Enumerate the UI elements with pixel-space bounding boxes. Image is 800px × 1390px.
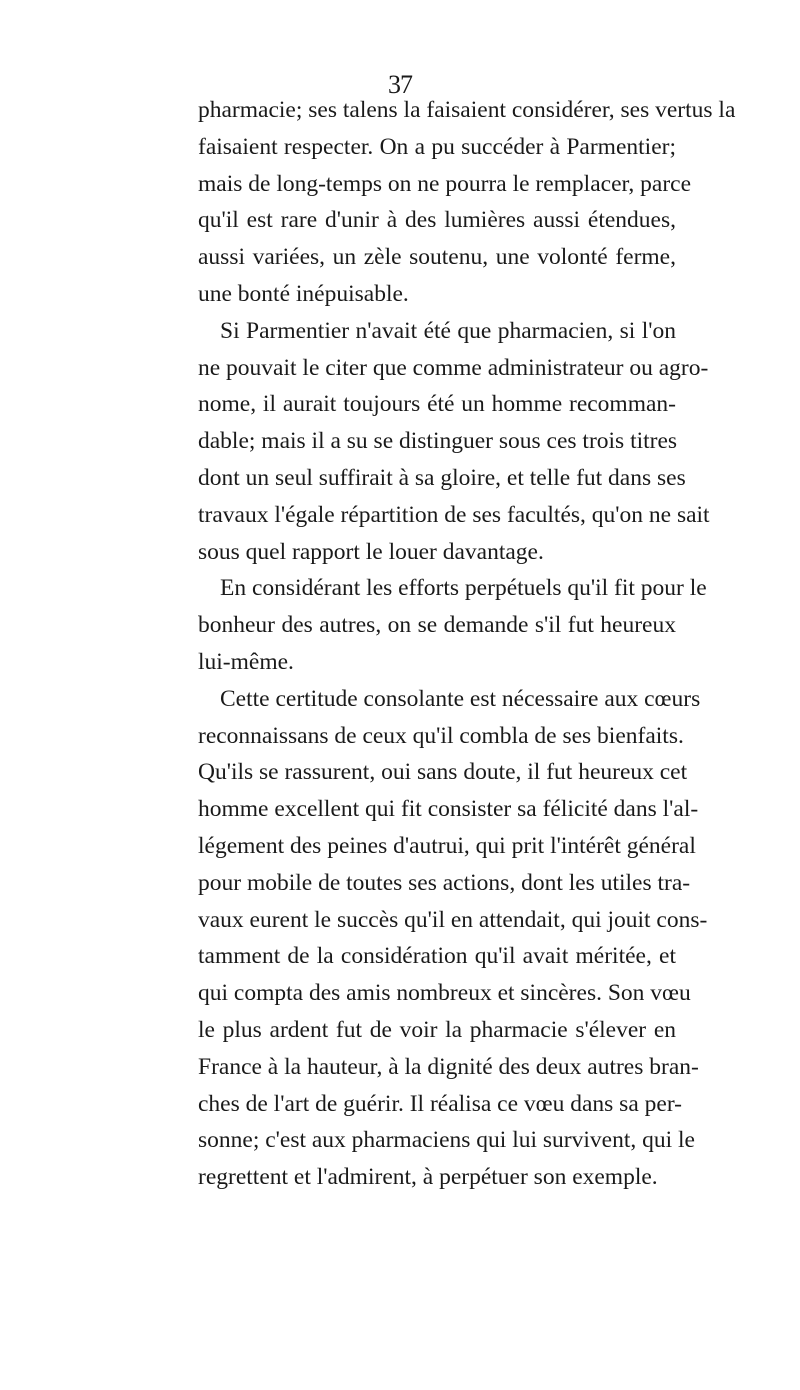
text-line: le plus ardent fut de voir la pharmacie s'élever en bbox=[198, 1016, 676, 1043]
text-line: reconnaissans de ceux qu'il combla de ses bienfaits. bbox=[198, 722, 684, 749]
text-line: Qu'ils se rassurent, oui sans doute, il fut heureux cet bbox=[198, 759, 688, 786]
text-line: dable; mais il a su se distinguer sous ces trois titres bbox=[198, 428, 678, 455]
text-line: bonheur des autres, on se demande s'il fut heureux bbox=[198, 612, 676, 639]
text-line: sous quel rapport le louer davantage. bbox=[198, 538, 544, 565]
text-line: faisaient respecter. On a pu succéder à Parmentier; bbox=[198, 133, 676, 160]
text-line: dont un seul suffirait à sa gloire, et telle fut dans ses bbox=[198, 464, 686, 491]
text-line: France à la hauteur, à la dignité des deux autres bran- bbox=[198, 1053, 699, 1080]
text-line: ne pouvait le citer que comme administrateur ou agro- bbox=[198, 354, 709, 381]
text-line: pharmacie; ses talens la faisaient considérer, ses vertus la bbox=[198, 97, 736, 123]
text-line: une bonté inépuisable. bbox=[198, 280, 409, 307]
text-line: regrettent et l'admirent, à perpétuer son exemple. bbox=[198, 1164, 658, 1191]
text-line: mais de long-temps on ne pourra le remplacer, parce bbox=[198, 170, 692, 197]
text-line: légement des peines d'autrui, qui prit l'intérêt général bbox=[198, 832, 696, 859]
text-line: qui compta des amis nombreux et sincères. Son vœu bbox=[198, 980, 691, 1007]
text-line: qu'il est rare d'unir à des lumières aussi étendues, bbox=[198, 207, 676, 234]
text-line: tamment de la considération qu'il avait méritée, et bbox=[198, 943, 676, 970]
text-line: vaux eurent le succès qu'il en attendait, qui jouit cons- bbox=[198, 906, 708, 933]
text-line: travaux l'égale répartition de ses facultés, qu'on ne sait bbox=[198, 501, 710, 528]
text-line: pour mobile de toutes ses actions, dont les utiles tra- bbox=[198, 869, 691, 896]
page-number: 37 bbox=[388, 70, 412, 99]
text-line: sonne; c'est aux pharmaciens qui lui survivent, qui le bbox=[198, 1127, 695, 1154]
body-text bbox=[198, 92, 736, 1196]
text-line: homme excellent qui fit consister sa félicité dans l'al- bbox=[198, 796, 699, 823]
text-line: Cette certitude consolante est nécessaire aux cœurs bbox=[220, 685, 701, 712]
text-line: Si Parmentier n'avait été que pharmacien, si l'on bbox=[220, 317, 676, 344]
text-line: ches de l'art de guérir. Il réalisa ce vœu dans sa per- bbox=[198, 1090, 682, 1117]
text-line: aussi variées, un zèle soutenu, une volonté ferme, bbox=[198, 244, 676, 271]
text-line: nome, il aurait toujours été un homme recomman- bbox=[198, 391, 676, 418]
text-line: En considérant les efforts perpétuels qu'il fit pour le bbox=[220, 575, 707, 602]
text-line: lui-même. bbox=[198, 648, 294, 675]
